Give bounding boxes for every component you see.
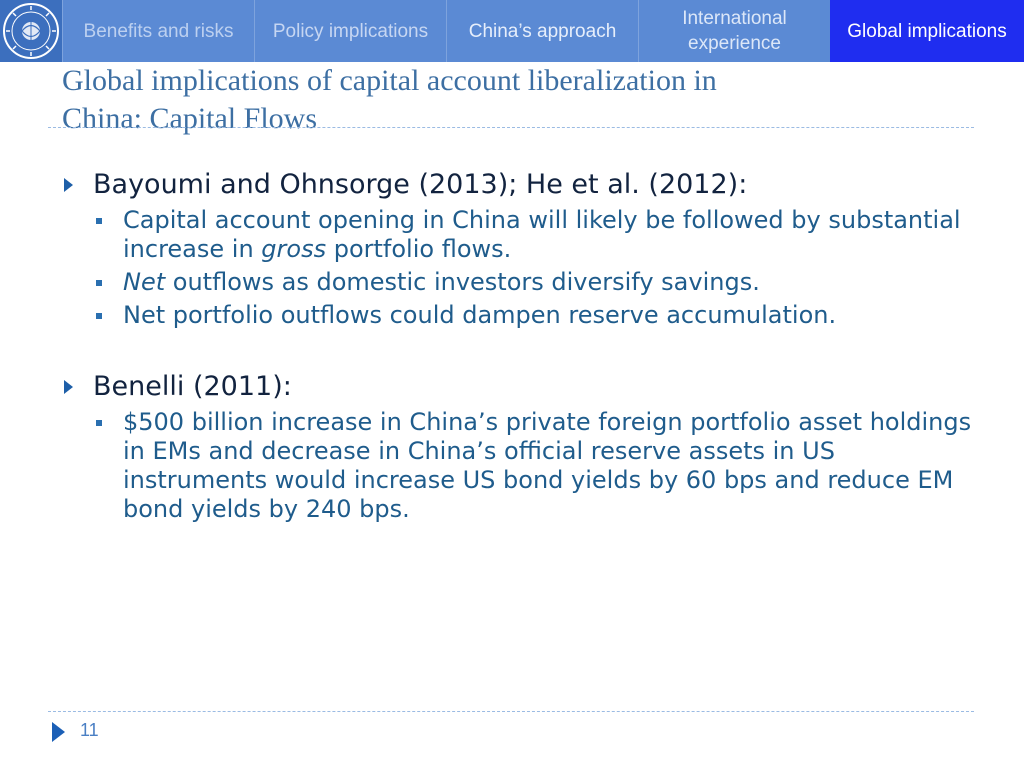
bullet-emphasis: gross [261, 235, 327, 263]
page-number: 11 [80, 720, 99, 740]
bullet-item [62, 206, 972, 264]
section-heading-text: Bayoumi and Ohnsorge (2013); He et al. (2012): [93, 169, 748, 200]
bullet-text: outflows as domestic investors diversify savings. [165, 268, 760, 296]
square-bullet-icon [96, 420, 102, 426]
square-bullet-icon [96, 218, 102, 224]
section-heading-bayoumi [62, 168, 972, 202]
section-heading-text: Benelli (2011): [93, 371, 292, 402]
bullet-text: Capital account opening in China will likely be followed by substantial increase in [123, 206, 961, 263]
footer-divider [48, 711, 974, 712]
bullet-emphasis: Net [123, 268, 166, 296]
slide-title-line-2: China: Capital Flows [62, 102, 317, 135]
tab-global-implications[interactable]: Global implications [830, 0, 1024, 62]
slide-title-line-1: Global implications of capital account liberalization in [62, 64, 717, 97]
triangle-bullet-icon [64, 380, 73, 394]
title-divider [48, 127, 974, 128]
bullet-text: $500 billion increase in China’s private foreign portfolio asset holdings in EMs and decrease in China’s official reserve assets in US instruments would increase US bond yields by 60 bps and reduce EM bond yields by 240 bps. [123, 408, 972, 523]
imf-seal-logo-icon [0, 0, 62, 62]
section-heading-benelli [62, 370, 972, 404]
bullet-item [62, 408, 972, 524]
square-bullet-icon [96, 313, 102, 319]
tab-chinas-approach[interactable]: China’s approach [446, 0, 638, 62]
bullet-item [62, 268, 972, 297]
top-navigation-bar [0, 0, 1024, 62]
slide-body [62, 168, 972, 524]
tab-policy-implications[interactable]: Policy implications [254, 0, 446, 62]
bullet-text: Net portfolio outflows could dampen reserve accumulation. [123, 301, 837, 329]
bullet-text: portfolio flows. [326, 235, 512, 263]
tab-international-experience[interactable]: International experience [638, 0, 830, 62]
square-bullet-icon [96, 280, 102, 286]
bullet-item [62, 301, 972, 330]
triangle-bullet-icon [64, 178, 73, 192]
tab-benefits-and-risks[interactable]: Benefits and risks [62, 0, 254, 62]
footer-triangle-icon [52, 722, 65, 742]
